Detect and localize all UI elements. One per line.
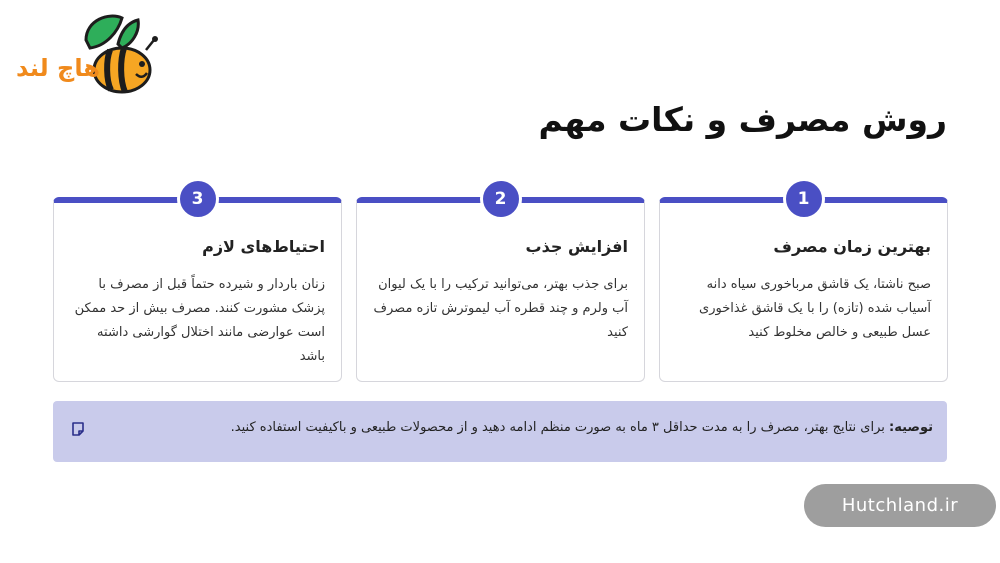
card-title: افزایش جذب	[525, 237, 628, 256]
note-icon	[70, 421, 86, 437]
recommendation-box	[53, 401, 947, 462]
card-best-time	[659, 189, 948, 382]
step-number-badge: 2	[480, 178, 522, 220]
recommendation-text	[231, 420, 933, 435]
step-number-badge: 1	[783, 178, 825, 220]
card-body: برای جذب بهتر، می‌توانید ترکیب را با یک لیوان آب ولرم و چند قطره آب لیموترش تازه مصرف کنید	[373, 277, 628, 340]
page-title: روش مصرف و نکات مهم	[538, 100, 947, 139]
recommendation-body: برای نتایج بهتر، مصرف را به مدت حداقل ۳ ماه به صورت منظم ادامه دهید و از محصولات طبیعی و باکیفیت استفاده کنید.	[230, 420, 890, 435]
recommendation-label: توصیه:	[889, 420, 933, 435]
card-body: صبح ناشتا، یک قاشق مرباخوری سیاه دانه آسیاب شده (تازه) را با یک قاشق غذاخوری عسل طبیعی و خالص مخلوط کنید	[699, 277, 931, 340]
card-absorption	[356, 189, 645, 382]
card-body: زنان باردار و شیرده حتماً قبل از مصرف با پزشک مشورت کنند. مصرف بیش از حد ممکن است عوارضی مانند اختلال گوارشی داشته باشد	[74, 277, 325, 364]
step-number-badge: 3	[177, 178, 219, 220]
logo-text: هاچ لند	[16, 54, 100, 82]
brand-logo	[14, 10, 164, 100]
card-title: بهترین زمان مصرف	[773, 237, 931, 256]
site-url-badge[interactable]: Hutchland.ir	[804, 484, 996, 527]
card-title: احتیاط‌های لازم	[202, 237, 325, 256]
card-precautions	[53, 189, 342, 382]
